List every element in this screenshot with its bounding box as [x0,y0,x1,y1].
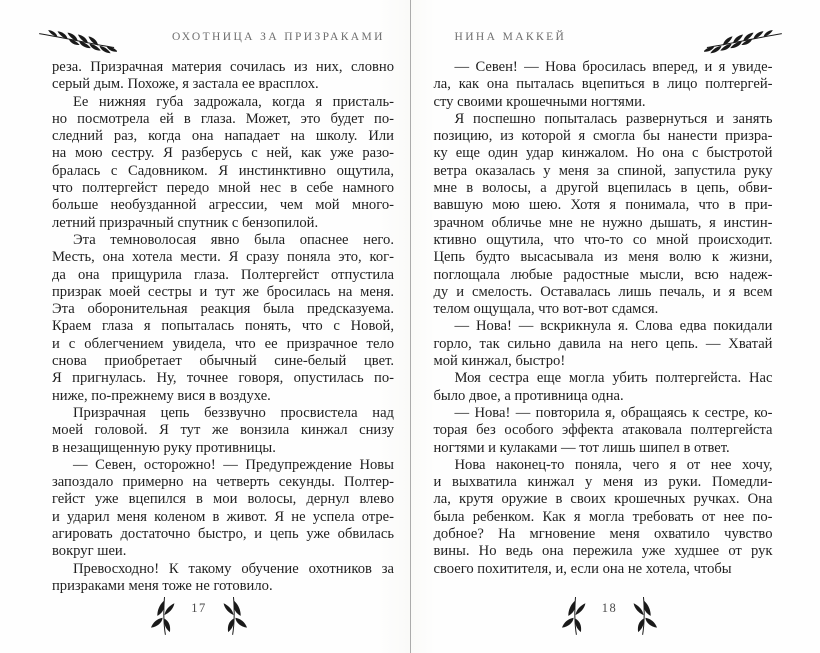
text-line: больше необузданной агрессии, чем мой много- [52,197,394,214]
text-line: ла, как она пыталась вцепиться в лицо полтергей- [433,76,773,93]
text-line: и выхватила кинжал у меня из руки. Помедли- [433,474,773,491]
text-line: торая без особого эффекта атаковала полтергейста [433,422,773,439]
branch-ornament-icon [37,21,117,58]
text-line: в незащищенную руку противницы. [52,439,276,456]
text-line: ветра оказалась у меня за спиной, запустила руку [433,162,773,179]
text-line: агировать достаточно быстро, и цепь уже обвилась [52,526,394,543]
text-line: зрачном обличье мне не нужно дышать, я инстин- [433,214,773,231]
text-line: горло, так сильно давила на него цепь. — Хватай [433,335,773,352]
text-line: Ее нижняя губа задрожала, когда я присталь- [73,93,394,110]
text-line: Краем глаза я попыталась понять, что с Новой, [52,318,394,335]
text-line: гейст уже вцепился в мои волосы, дернул влево [52,491,394,508]
paragraph [52,232,394,405]
text-line: моей головой. Я тут же вонзила кинжал снизу [52,422,394,439]
text-line: позицию, из которой я смогла бы нанести призра- [433,128,773,145]
running-head-book-title: ОХОТНИЦА ЗА ПРИЗРАКАМИ [172,31,385,43]
branch-ornament-icon [704,21,784,58]
text-line: ла, крутя оружие в своих крошечных ручках. Она [433,491,773,508]
text-line: на мою сестру. Я разберусь с ней, как уже разо- [52,145,394,162]
text-line: призрак моей сестры и тут же бросилась на меня. [52,283,394,300]
paragraph [434,370,773,405]
text-line: вины. Но ведь она пережила уже худшее от рук [433,543,773,560]
text-line: Цепь будто высасывала из меня волю к жизни, [433,249,773,266]
text-line: вавшую мою шею. Хотя я понимала, что в при- [433,197,773,214]
text-line: ногтями и кулаками — тот лишь шипел в ответ. [433,439,730,456]
text-line: серый дым. Похоже, я застала ее врасплох. [52,76,319,93]
text-line: Эта оборонительная реакция была предсказуема. [52,301,394,318]
paragraph [434,111,773,319]
text-line: Превосходно! К такому обучение охотников за [73,560,394,577]
page-number: 17 [191,601,207,615]
text-line: своего похитителя, и, если она не хотела, чтобы [433,560,732,577]
text-line: и с облегчением увидела, что ее призрачное тело [52,335,394,352]
text-line: Я пригнулась. Ну, точнее говоря, опустилась по- [52,370,394,387]
text-line: Призрачная цепь беззвучно просвистела над [73,404,394,421]
text-line: мне в волосы, а другой вцепилась в цепь, обви- [433,180,773,197]
text-line: да она прищурила глаза. Полтергейст отпустила [52,266,394,283]
text-line: была ребенком. Как я могла требовать от нее по- [433,508,773,525]
paragraph [52,457,394,561]
paragraph [434,457,773,578]
text-line: вокруг шеи. [52,543,127,560]
text-line: ду и смелость. Оставалась лишь печаль, и я всем [433,283,773,300]
text-line: сту своими крошечными ногтями. [433,93,646,110]
left-page-text [52,59,394,595]
text-line: — Севен! — Нова бросилась вперед, и я увиде- [454,59,773,75]
paragraph [52,561,394,596]
text-line: Месть, она хотела мести. Я сразу поняла это, ког- [52,249,394,266]
text-line: — Нова! — повторила я, обращаясь к сестре, ко- [454,404,773,421]
text-line: было двое, а противница одна. [433,387,624,404]
text-line: бралась с Садовником. Я инстинктивно ощутила, [52,162,394,179]
page-number: 18 [601,601,618,615]
text-line: Эта темноволосая явно была опаснее него. [73,231,394,248]
leaf-sprig-icon [151,592,178,638]
paragraph [52,94,394,232]
text-line: ктивно ощутила, что что-то со мной происходит. [433,231,773,248]
text-line: реза. Призрачная материя сочилась из них, словно [52,59,394,75]
right-page-folio [411,592,809,638]
leaf-sprig-icon [562,592,589,638]
paragraph [52,405,394,457]
text-line: ку еще один удар кинжалом. Но она с быстротой [433,145,773,162]
text-line: ниже, по-прежнему вися в воздухе. [52,387,271,404]
text-line: снова приобретает обычный сине-белый цвет. [52,353,394,370]
paragraph [434,405,773,457]
text-line: что полтергейст передо мной нес в себе намного [52,180,394,197]
paragraph [434,318,773,370]
text-line: следний раз, когда она нападает на школу. Или [52,128,394,145]
running-head-author-name: НИНА МАККЕЙ [454,31,567,43]
text-line: Моя сестра еще могла убить полтергейста. Нас [454,370,773,387]
text-line: запоздало примерно на четверть секунды. Полтер- [52,474,394,491]
text-line: но посмотрела ей в глаза. Может, это будет по- [52,110,394,127]
text-line: призраками меня тоже не готовило. [52,577,273,594]
leaf-sprig-icon [220,592,247,638]
text-line: Я поспешно попыталась развернуться и занять [454,110,773,127]
right-page [410,0,820,653]
right-page-text [434,59,773,578]
text-line: и ударил меня коленом в живот. Я не успела отре- [52,508,394,525]
text-line: добное? На мгновение меня охватило чувство [433,526,773,543]
text-line: — Севен, осторожно! — Предупреждение Новы [73,456,394,473]
text-line: поглощала любые радостные мысли, всю надеж- [433,266,773,283]
paragraph [434,59,773,111]
left-page-folio [0,592,398,638]
leaf-sprig-icon [630,592,657,638]
text-line: — Нова! — вскрикнула я. Слова едва покидали [454,318,773,335]
text-line: Нова наконец-то поняла, чего я от нее хочу, [454,456,773,473]
text-line: мой кинжал, быстро! [433,353,566,370]
paragraph [52,59,394,94]
text-line: летний призрачный спутник с бензопилой. [52,214,319,231]
text-line: телом ощущала, что вот-вот сдамся. [433,301,659,318]
